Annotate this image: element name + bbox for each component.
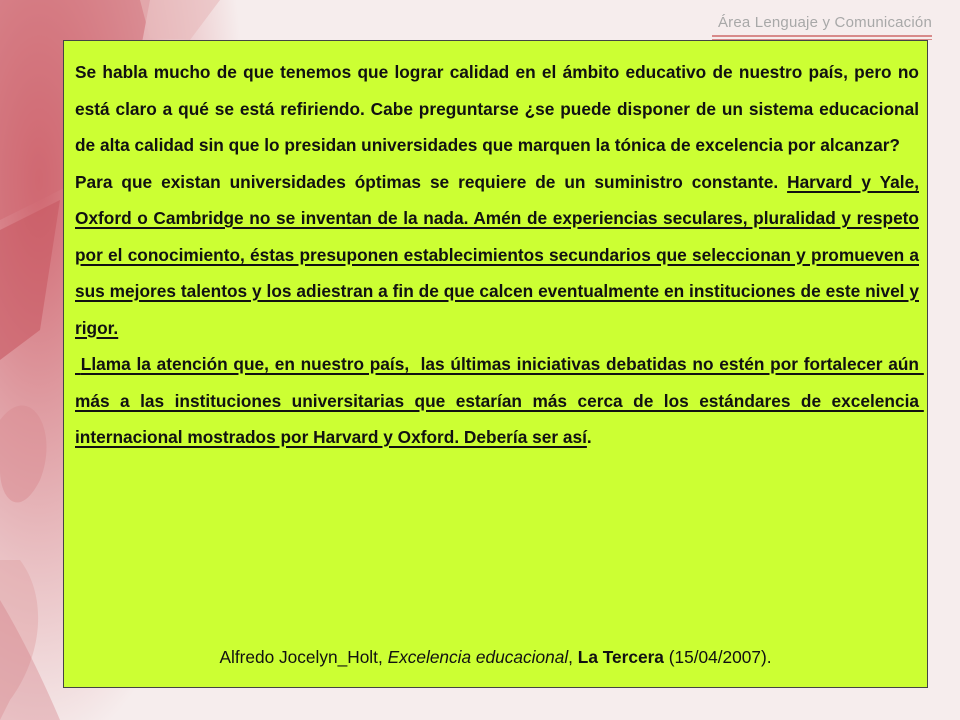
header-divider	[712, 35, 932, 37]
citation-work: Excelencia educacional	[387, 647, 569, 667]
citation-separator: ,	[568, 647, 578, 667]
area-label: Área Lenguaje y Comunicación	[717, 14, 932, 31]
paragraph-3-end: .	[586, 427, 592, 447]
citation-author: Alfredo Jocelyn_Holt,	[219, 647, 388, 667]
paragraph-1: Se habla mucho de que tenemos que lograr calidad en el ámbito educativo de nuestro país, pero no está claro a qué se está refiriendo. Cabe preguntarse ¿se puede disponer de un sistema educacional de alta calidad sin que lo presidan universidades que marquen la tónica de excelencia por alcanzar?	[75, 62, 919, 155]
paragraph-2	[75, 164, 919, 347]
text-panel	[63, 40, 928, 688]
citation-publication: La Tercera	[577, 647, 664, 667]
paragraph-2-intro: Para que existan universidades óptimas se requiere de un suministro constante.	[75, 171, 779, 192]
paragraph-3	[75, 346, 924, 456]
paragraph-3-underlined: Llama la atención que, en nuestro país, las últimas iniciativas debatidas no estén por fortalecer aún más a las instituciones universitarias que estarían más cerca de los estándares de excelencia internacional mostrados por Harvard y Oxford. Debería ser así	[75, 354, 924, 447]
citation-date: (15/04/2007).	[663, 647, 772, 667]
citation	[64, 647, 927, 668]
paragraph-2-underlined: Harvard y Yale, Oxford o Cambridge no se inventan de la nada. Amén de experiencias seculares, pluralidad y respeto por el conocimiento, éstas presuponen establecimientos secundarios que seleccionan y promueven a sus mejores talentos y los adiestran a fin de que calcen eventualmente en instituciones de este nivel y rigor.	[75, 171, 919, 338]
article-body	[75, 54, 924, 456]
